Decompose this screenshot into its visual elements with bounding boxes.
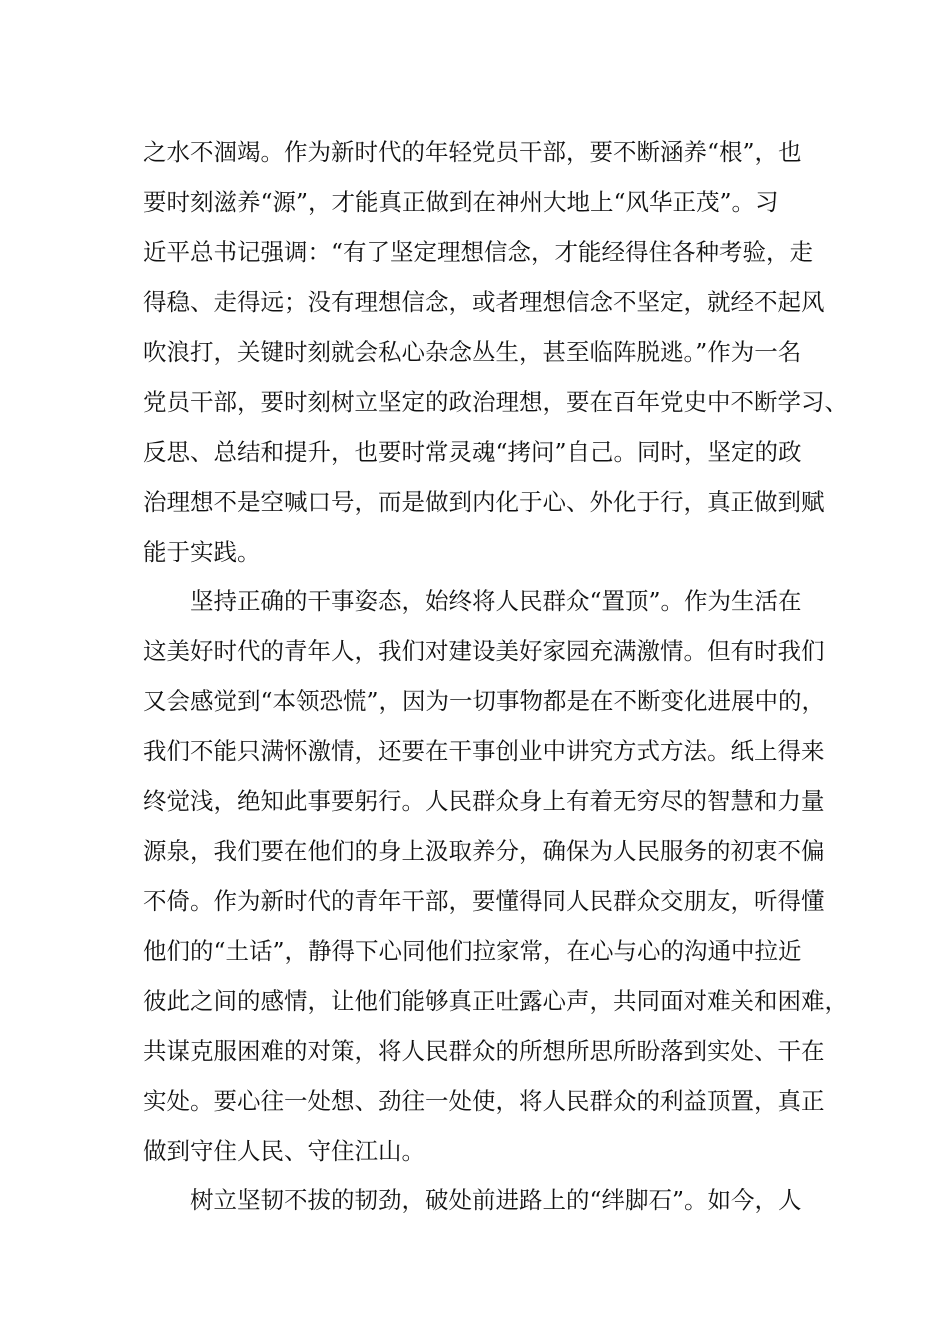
paragraph-first-line: 树立坚韧不拔的韧劲，破处前进路上的“绊脚石”。如今，人 — [190, 1186, 802, 1214]
text-line: 党员干部，要时刻树立坚定的政治理想，要在百年党史中不断学习、 — [143, 388, 848, 416]
text-line: 之水不涸竭。作为新时代的年轻党员干部，要不断涵养“根”，也 — [143, 138, 802, 166]
text-line: 吹浪打，关键时刻就会私心杂念丛生，甚至临阵脱逃。”作为一名 — [143, 338, 802, 366]
text-line: 他们的“土话”，静得下心同他们拉家常，在心与心的沟通中拉近 — [143, 937, 802, 965]
text-line: 终觉浅，绝知此事要躬行。人民群众身上有着无穷尽的智慧和力量 — [143, 787, 825, 815]
text-line: 彼此之间的感情，让他们能够真正吐露心声，共同面对难关和困难， — [143, 987, 848, 1015]
text-line: 共谋克服困难的对策，将人民群众的所想所思所盼落到实处、干在 — [143, 1037, 825, 1065]
text-line: 源泉，我们要在他们的身上汲取养分，确保为人民服务的初衷不偏 — [143, 837, 825, 865]
text-line: 得稳、走得远；没有理想信念，或者理想信念不坚定，就经不起风 — [143, 288, 825, 316]
text-line: 实处。要心往一处想、劲往一处使，将人民群众的利益顶置，真正 — [143, 1087, 825, 1115]
text-line: 不倚。作为新时代的青年干部，要懂得同人民群众交朋友，听得懂 — [143, 887, 825, 915]
text-line: 能于实践。 — [143, 538, 261, 566]
text-line: 又会感觉到“本领恐慌”，因为一切事物都是在不断变化进展中的， — [143, 687, 826, 715]
text-line: 反思、总结和提升，也要时常灵魂“拷问”自己。同时，坚定的政 — [143, 438, 802, 466]
text-line: 做到守住人民、守住江山。 — [143, 1137, 425, 1165]
text-line: 治理想不是空喊口号，而是做到内化于心、外化于行，真正做到赋 — [143, 488, 825, 516]
paragraph-first-line: 坚持正确的干事姿态，始终将人民群众“置顶”。作为生活在 — [190, 587, 802, 615]
text-line: 这美好时代的青年人，我们对建设美好家园充满激情。但有时我们 — [143, 637, 825, 665]
text-line: 要时刻滋养“源”，才能真正做到在神州大地上“风华正茂”。习 — [143, 188, 779, 216]
text-line: 我们不能只满怀激情，还要在干事创业中讲究方式方法。纸上得来 — [143, 737, 825, 765]
text-line: 近平总书记强调：“有了坚定理想信念，才能经得住各种考验，走 — [143, 238, 814, 266]
